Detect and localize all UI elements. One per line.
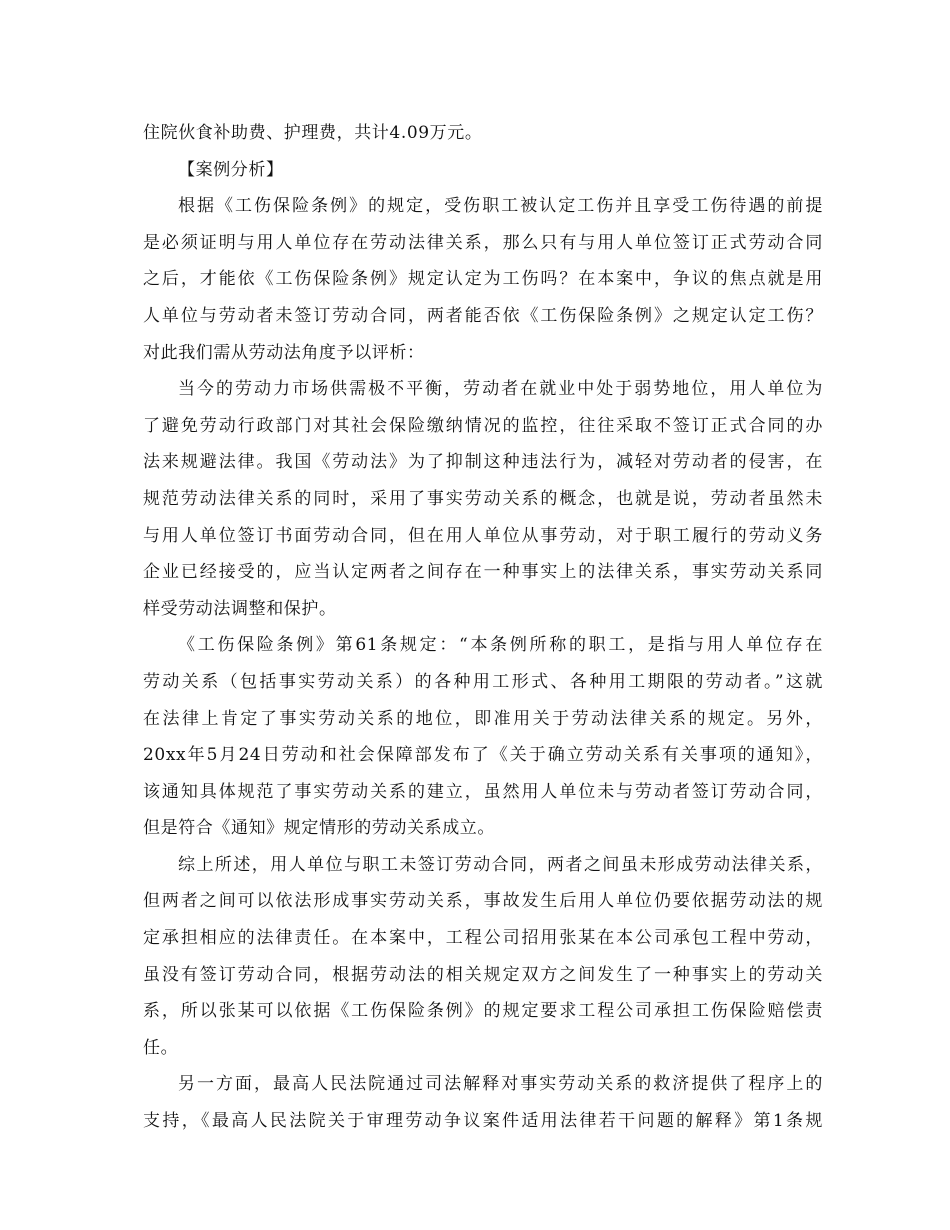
- text-line: 对此我们需从劳动法角度予以评析：: [143, 342, 425, 363]
- text-line: 了避免劳动行政部门对其社会保险缴纳情况的监控，往往采取不签订正式合同的办: [143, 415, 823, 436]
- text-line: 样受劳动法调整和保护。: [143, 598, 337, 619]
- text-line: 当今的劳动力市场供需极不平衡，劳动者在就业中处于弱势地位，用人单位为: [178, 379, 823, 400]
- text-line: 劳动关系（包括事实劳动关系）的各种用工形式、各种用工期限的劳动者。”这就: [143, 671, 823, 692]
- text-line: 在法律上肯定了事实劳动关系的地位，即准用关于劳动法律关系的规定。另外，: [143, 708, 823, 729]
- text-line: 定承担相应的法律责任。在本案中，工程公司招用张某在本公司承包工程中劳动，: [143, 928, 823, 949]
- text-line: 法来规避法律。我国《劳动法》为了抑制这种违法行为，减轻对劳动者的侵害，在: [143, 452, 823, 473]
- text-line: 《工伤保险条例》第61条规定：“本条例所称的职工，是指与用人单位存在: [178, 635, 823, 656]
- text-line: 支持，《最高人民法院关于审理劳动争议案件适用法律若干问题的解释》第1条规: [143, 1111, 823, 1132]
- text-line: 规范劳动法律关系的同时，采用了事实劳动关系的概念，也就是说，劳动者虽然未: [143, 488, 823, 509]
- text-line: 之后，才能依《工伤保险条例》规定认定为工伤吗？在本案中，争议的焦点就是用: [143, 269, 823, 290]
- text-line: 人单位与劳动者未签订劳动合同，两者能否依《工伤保险条例》之规定认定工伤？: [143, 305, 823, 326]
- text-line: 企业已经接受的，应当认定两者之间存在一种事实上的法律关系，事实劳动关系同: [143, 562, 823, 583]
- text-line: 【案例分析】: [178, 159, 284, 180]
- text-line: 任。: [143, 1037, 179, 1058]
- text-line: 是必须证明与用人单位存在劳动法律关系，那么只有与用人单位签订正式劳动合同: [143, 232, 823, 253]
- text-line: 综上所述，用人单位与职工未签订劳动合同，两者之间虽未形成劳动法律关系，: [178, 854, 823, 875]
- text-line: 但两者之间可以依法形成事实劳动关系，事故发生后用人单位仍要依据劳动法的规: [143, 891, 823, 912]
- text-line: 另一方面，最高人民法院通过司法解释对事实劳动关系的救济提供了程序上的: [178, 1074, 823, 1095]
- text-line: 但是符合《通知》规定情形的劳动关系成立。: [143, 818, 495, 839]
- text-line: 根据《工伤保险条例》的规定，受伤职工被认定工伤并且享受工伤待遇的前提: [178, 196, 823, 217]
- text-line: 虽没有签订劳动合同，根据劳动法的相关规定双方之间发生了一种事实上的劳动关: [143, 964, 823, 985]
- text-line: 该通知具体规范了事实劳动关系的建立，虽然用人单位未与劳动者签订劳动合同，: [143, 781, 823, 802]
- text-line: 与用人单位签订书面劳动合同，但在用人单位从事劳动，对于职工履行的劳动义务: [143, 525, 823, 546]
- text-line: 系，所以张某可以依据《工伤保险条例》的规定要求工程公司承担工伤保险赔偿责: [143, 1001, 823, 1022]
- text-line: 住院伙食补助费、护理费，共计4.09万元。: [143, 123, 483, 143]
- document-body: [143, 115, 823, 1140]
- text-line: 20xx年5月24日劳动和社会保障部发布了《关于确立劳动关系有关事项的通知》，: [143, 745, 823, 766]
